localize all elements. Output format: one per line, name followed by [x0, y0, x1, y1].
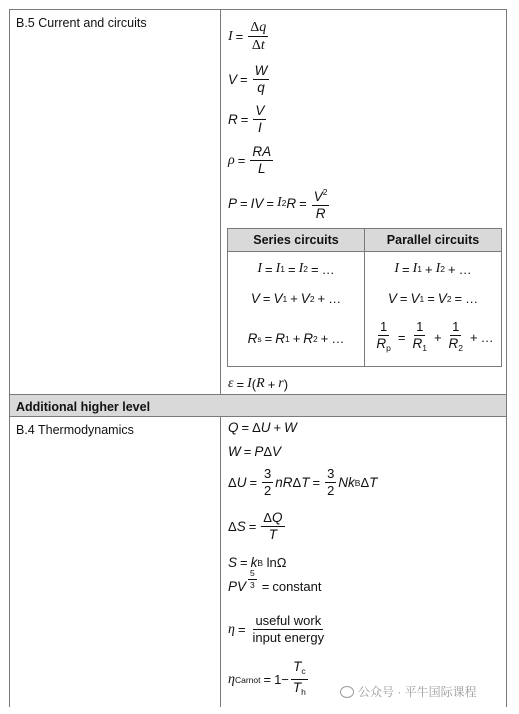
eq-voltage: V = $\frac{W}{q}$ [228, 63, 268, 95]
watermark [340, 683, 477, 700]
eq-entropy-boltzmann: S = k B ln Ω [228, 555, 287, 570]
eq-current: I = $\frac{\Delta q}{\Delta t}$ [228, 20, 267, 53]
eq-resistivity: ρ = $\frac{RA}{L}$ [228, 144, 272, 176]
eq-work: W = P Δ V [228, 444, 282, 459]
parallel-column [365, 252, 501, 366]
eq-series-voltage: V = V 1 + V 2 + … [250, 291, 342, 306]
circuits-subtable-header [228, 229, 501, 252]
watermark-text: 公众号 · 平牛国际课程 [358, 685, 477, 699]
row-thermodynamics [9, 417, 507, 707]
circuits-subtable [227, 228, 502, 367]
eq-first-law: Q = Δ U + W [228, 420, 297, 435]
equations-current-circuits [221, 10, 506, 394]
eq-series-resistance: R s = R 1 + R 2 + … [247, 331, 345, 346]
eq-parallel-voltage: V = V 1 = V 2 = … [387, 291, 479, 306]
useful-work-text: useful work [255, 613, 322, 628]
eq-carnot-efficiency: η Carnot = 1− $\frac{T_c}{T_h}$ [228, 659, 306, 697]
eq-resistance: R = $\frac{V}{I}$ [228, 103, 265, 135]
eq-parallel-current: I = I 1 + I 2 + … [394, 261, 472, 277]
eq-power: P = IV = I 2 R = $\frac{V^2}{R}$ [228, 187, 328, 221]
circuits-subtable-body [228, 252, 501, 366]
carnot-subscript: Carnot [234, 674, 261, 685]
section-header-additional-hl: Additional higher level [9, 395, 507, 417]
section-label-current-circuits: B.5 Current and circuits [10, 10, 221, 394]
formula-table [9, 9, 507, 707]
eq-adiabatic: PV $\frac{5}{3}$ = constant [228, 568, 322, 594]
wechat-icon [340, 686, 354, 698]
row-current-circuits [9, 10, 507, 395]
series-column [228, 252, 365, 366]
section-label-thermodynamics: B.4 Thermodynamics [10, 417, 221, 707]
eq-internal-energy: Δ U = $\frac{3}{2}$ nR Δ T = $\frac{3}{2}$ Nk B Δ T [228, 466, 378, 498]
constant-word: constant [272, 579, 322, 594]
parallel-header: Parallel circuits [386, 233, 480, 247]
equations-thermodynamics [221, 417, 506, 707]
series-header: Series circuits [228, 229, 365, 251]
eq-emf: ε = I ( R + r ) [228, 376, 289, 392]
eq-series-current: I = I 1 = I 2 = … [257, 261, 335, 277]
input-energy-text: input energy [252, 630, 325, 645]
eq-parallel-resistance: $\frac{1}{R_p}$ = $\frac{1}{R_1}$ + $\frac{1}{R_2}$ + … [376, 319, 494, 353]
eq-efficiency: η = $\frac{\text{useful work}}{\text{input energy}}$ [228, 613, 325, 645]
eq-entropy-change: Δ S = $\frac{\Delta Q}{T}$ [228, 510, 283, 542]
